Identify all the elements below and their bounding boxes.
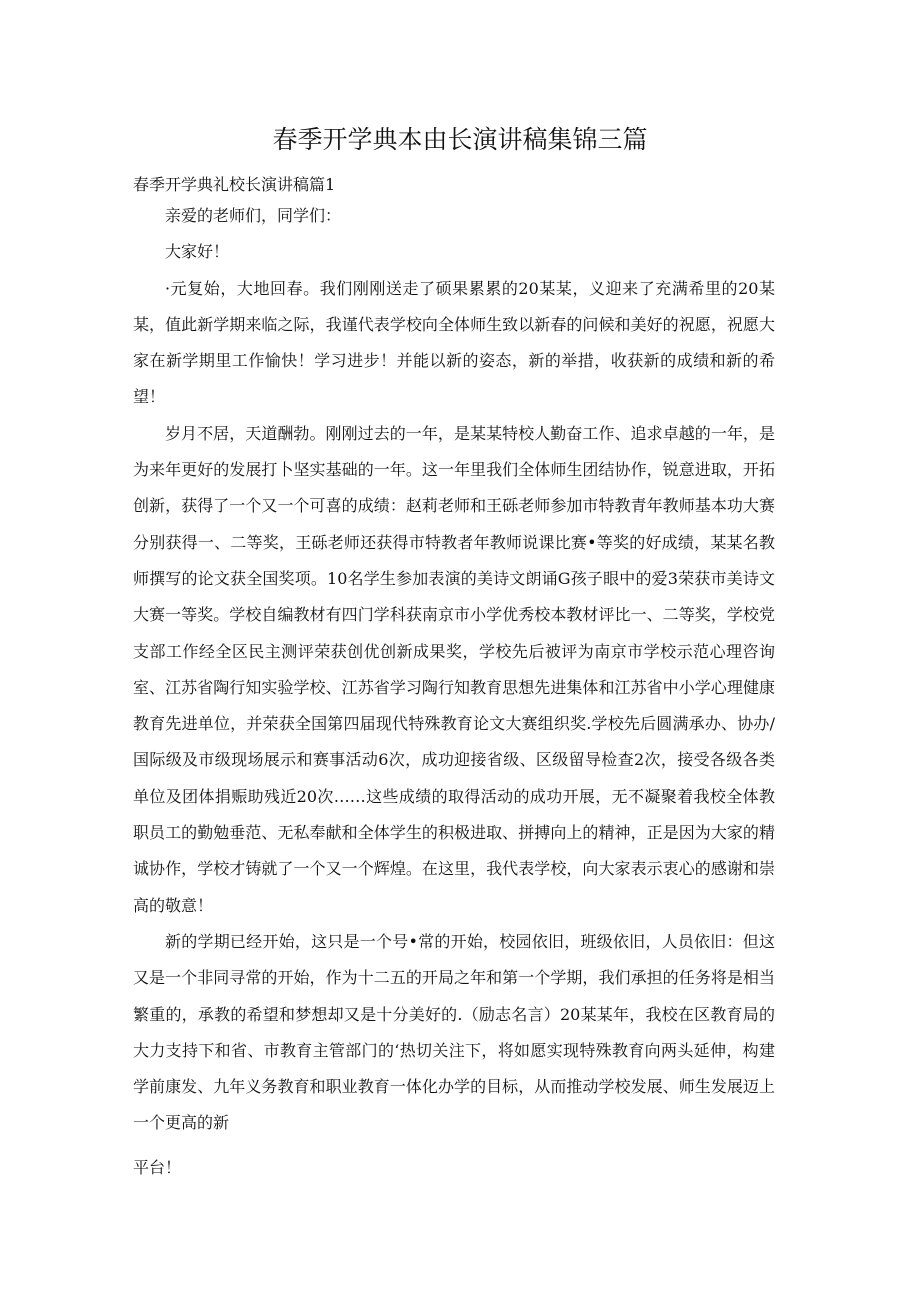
achievements-paragraph: 岁月不居，天道酬勃。刚刚过去的一年，是某某特校人勤奋工作、追求卓越的一年，是为来年更好的发展打卜坚实基础的一年。这一年里我们全体师生团结协作，锐意进取，开拓创新，获得了一个又一个可喜的成绩：赵莉老师和王砾老师参加市特教青年教师基本功大赛分别获得一、二等奖，王砾老师还获得市特教者年教师说课比赛•等奖的好成绩，某某名教师撰写的论文获全国奖项。10名学生参加表演的美诗文朗诵G孩子眼中的爱3荣获市美诗文大赛一等奖。学校自编教材有四门学科获南京市小学优秀校本教材评比一、二等奖，学校党支部工作经全区民主测评荣获创优创新成果奖，学校先后被评为南京市学校示范心理咨询室、江苏省陶行知实验学校、江苏省学习陶行知教育思想先进集体和江苏省中小学心理健康教育先进单位，并荣获全国第四届现代特殊教育论文大赛组织奖.学校先后圆满承办、协办/国际级及市级现场展示和赛事活动6次，成功迎接省级、区级留导检查2次，接受各级各类单位及团体捐赈助残近20次……这些成绩的取得活动的成功开展，无不凝聚着我校全体教职员工的勤勉垂范、无私奉献和全体学生的积极进取、拼搏向上的精神，正是因为大家的精诚协作，学校才铸就了一个又一个辉煌。在这里，我代表学校，向大家表示衷心的感谢和崇高的敬意！ — [133, 423, 775, 915]
opening-paragraph: ·元复始，大地回春。我们刚刚送走了硕果累累的20某某，义迎来了充满希里的20某某，值此新学期来临之际，我谨代表学校向全体师生致以新春的问候和美好的祝愿，祝愿大家在新学期里工作愉快！学习进步！并能以新的姿态，新的举措，收获新的成绩和新的希望！ — [133, 278, 775, 407]
new-semester-paragraph: 新的学期已经开始，这只是一个号•常的开始，校园依旧，班级依旧，人员依旧：但这又是一个非同寻常的开始，作为十二五的开局之年和第一个学期，我们承担的任务将是相当繁重的，承教的希望和梦想却又是十分美好的.（励志名言）20某某年，我校在区教育局的大力支持下和省、市教育主管部门的‘热切关注下，将如愿实现特殊教育向两头延伸，构建学前康发、九年义务教育和职业教育一体化办学的目标，从而推动学校发展、师生发展迈上一个更高的新 — [133, 931, 775, 1133]
document-body — [133, 198, 775, 1186]
closing-fragment: 平台！ — [133, 1157, 182, 1177]
section-heading: 春季开学典礼校长演讲稿篇1 — [133, 175, 336, 194]
document-title: 春季开学典本由长演讲稿集锦三篇 — [272, 125, 648, 154]
greeting-paragraph: 亲爱的老师们，同学们： — [165, 206, 342, 225]
salutation-paragraph: 大家好！ — [165, 242, 230, 262]
